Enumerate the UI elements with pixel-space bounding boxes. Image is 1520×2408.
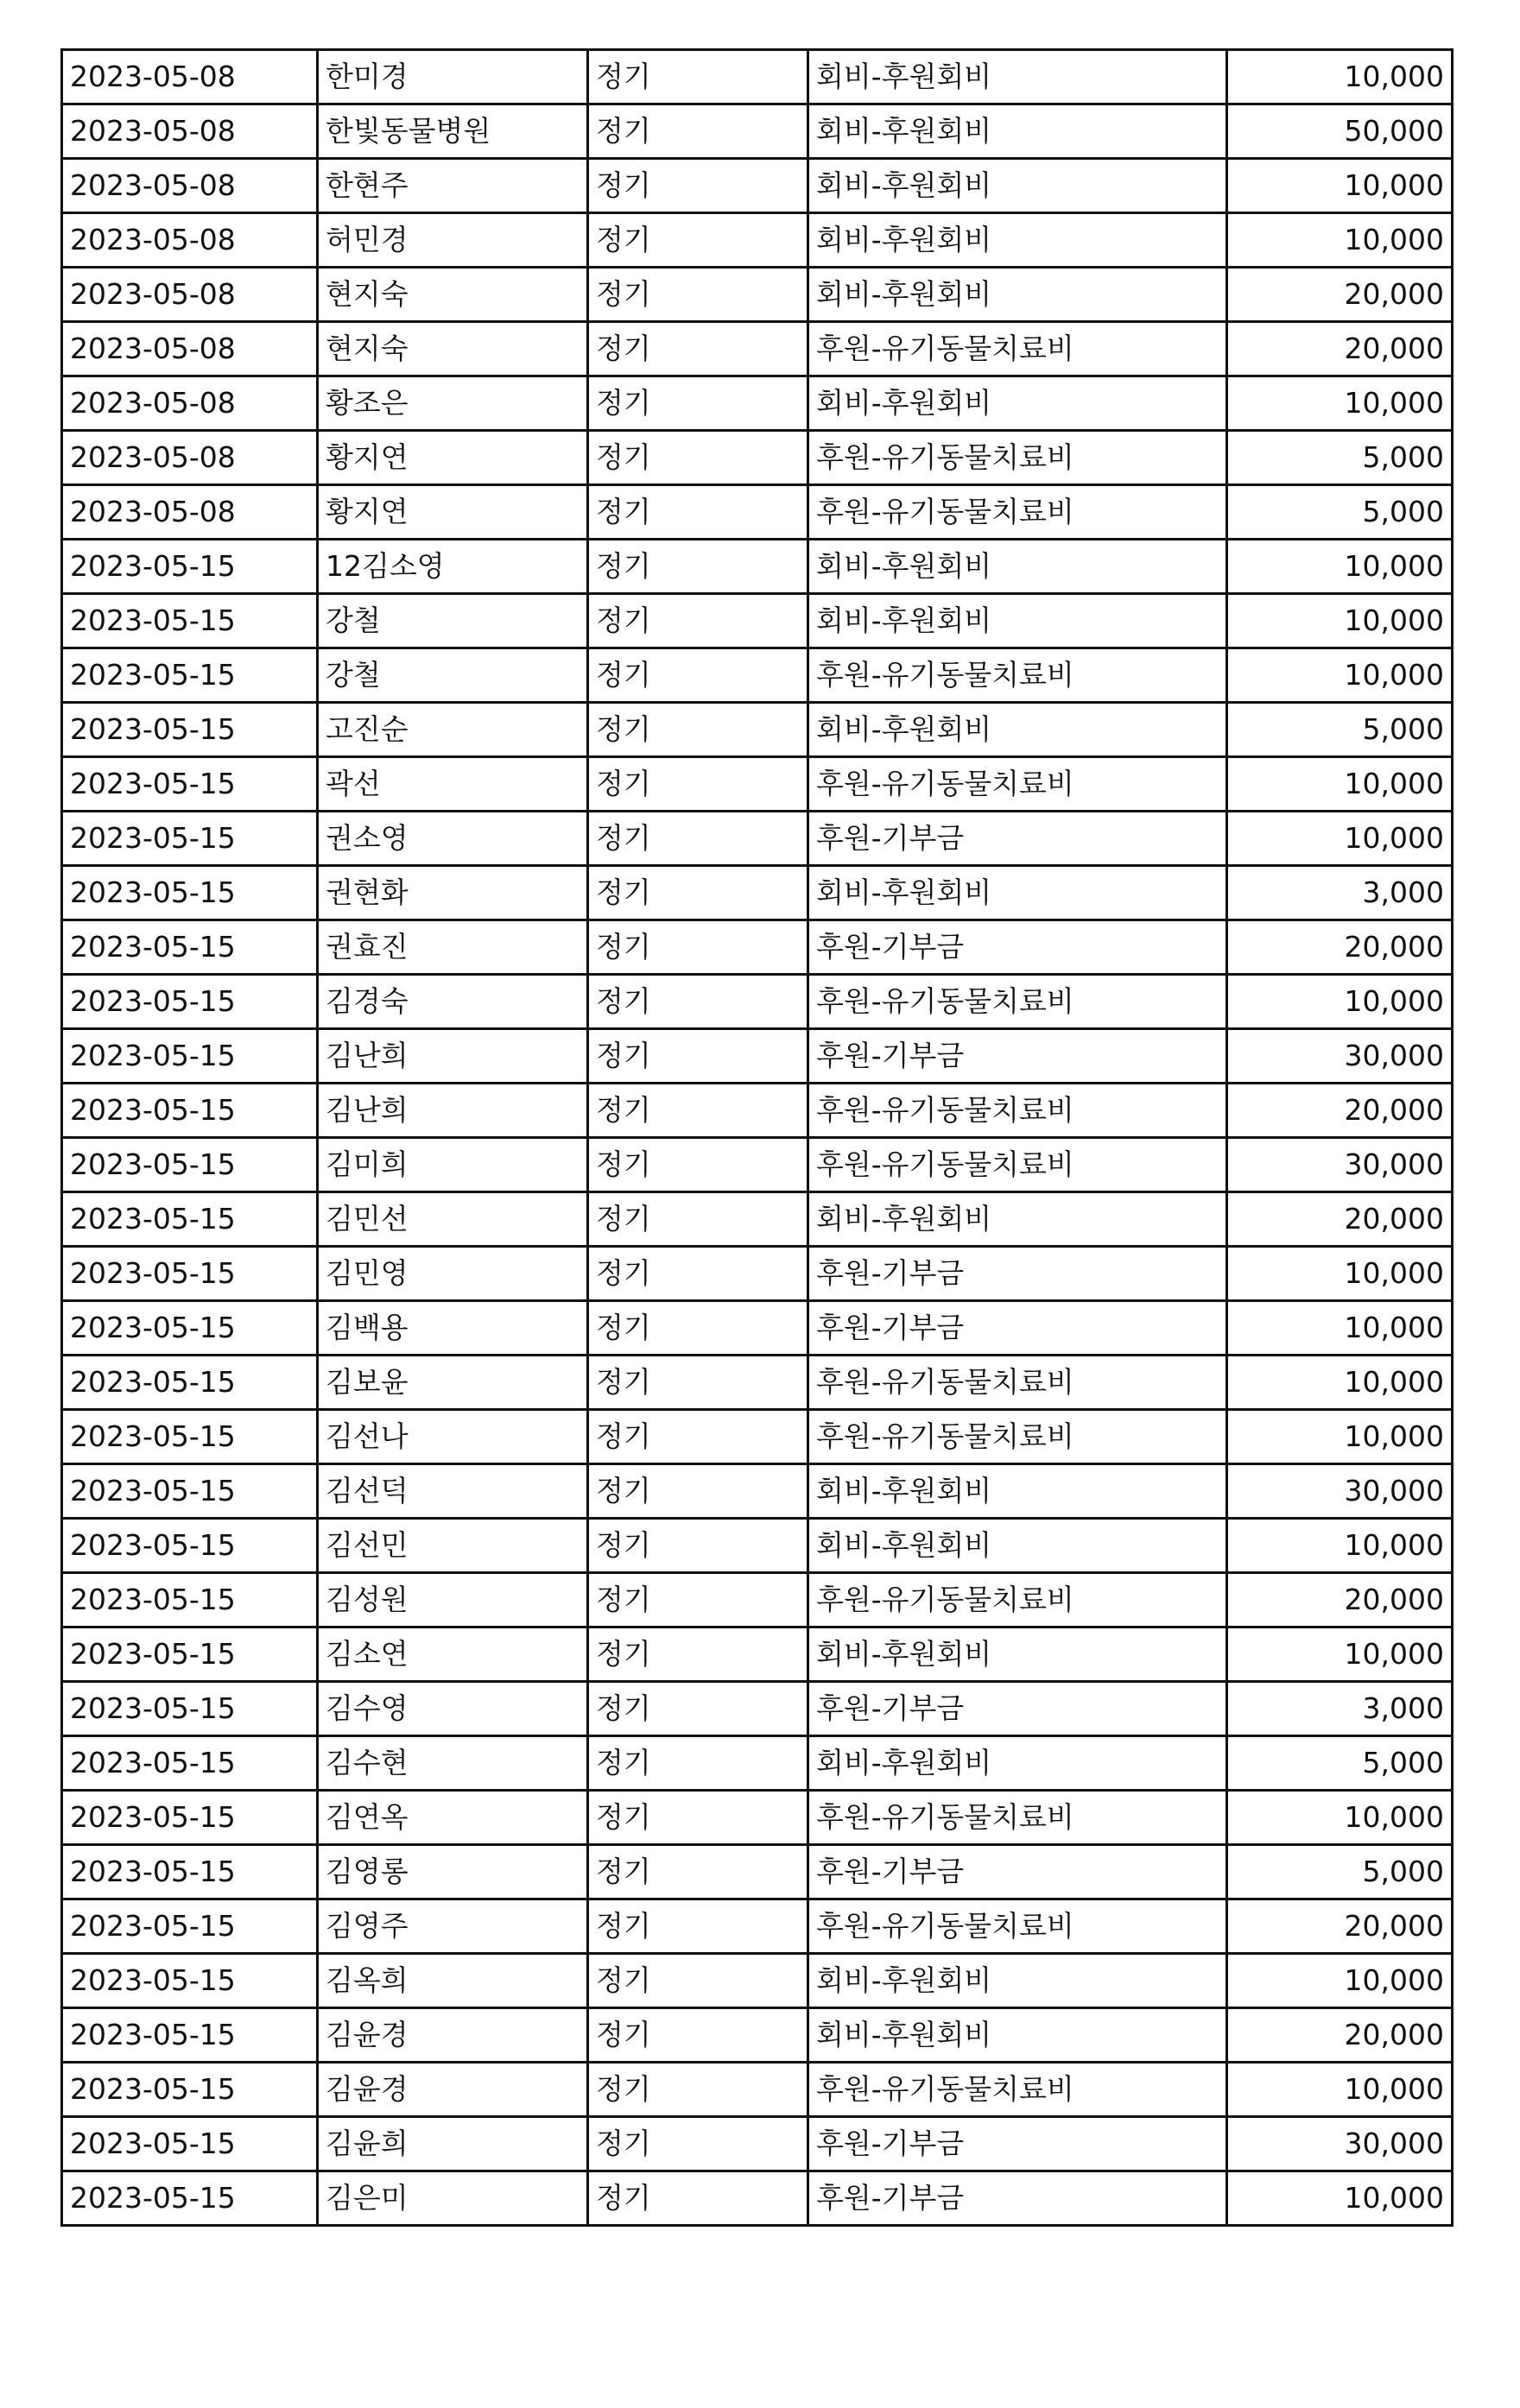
- table-row: [62, 159, 1453, 213]
- donor-name-cell: 김민선: [318, 1192, 588, 1247]
- category-cell: 회비-후원회비: [808, 268, 1227, 322]
- table-row: [62, 213, 1453, 268]
- amount-cell: 10,000: [1227, 812, 1453, 866]
- table-row: [62, 1356, 1453, 1410]
- donor-name-cell: 한현주: [318, 159, 588, 213]
- payment-type-cell: 정기: [588, 1791, 808, 1845]
- date-cell: 2023-05-15: [62, 2063, 318, 2117]
- category-cell: 후원-기부금: [808, 2171, 1227, 2226]
- amount-cell: 10,000: [1227, 2063, 1453, 2117]
- category-cell: 후원-유기동물치료비: [808, 485, 1227, 540]
- date-cell: 2023-05-15: [62, 866, 318, 920]
- payment-type-cell: 정기: [588, 1138, 808, 1192]
- date-cell: 2023-05-15: [62, 648, 318, 703]
- table-row: [62, 485, 1453, 540]
- date-cell: 2023-05-08: [62, 104, 318, 159]
- amount-cell: 10,000: [1227, 757, 1453, 812]
- payment-type-cell: 정기: [588, 2171, 808, 2226]
- date-cell: 2023-05-15: [62, 2008, 318, 2063]
- amount-cell: 5,000: [1227, 1736, 1453, 1791]
- date-cell: 2023-05-15: [62, 2117, 318, 2171]
- category-cell: 회비-후원회비: [808, 594, 1227, 648]
- amount-cell: 30,000: [1227, 1029, 1453, 1084]
- donor-name-cell: 황지연: [318, 431, 588, 485]
- payment-type-cell: 정기: [588, 485, 808, 540]
- amount-cell: 20,000: [1227, 268, 1453, 322]
- donor-name-cell: 강철: [318, 648, 588, 703]
- payment-type-cell: 정기: [588, 594, 808, 648]
- amount-cell: 10,000: [1227, 1247, 1453, 1301]
- payment-type-cell: 정기: [588, 2008, 808, 2063]
- date-cell: 2023-05-15: [62, 1682, 318, 1736]
- category-cell: 후원-기부금: [808, 1029, 1227, 1084]
- amount-cell: 10,000: [1227, 213, 1453, 268]
- amount-cell: 10,000: [1227, 159, 1453, 213]
- category-cell: 후원-유기동물치료비: [808, 1356, 1227, 1410]
- payment-type-cell: 정기: [588, 268, 808, 322]
- category-cell: 회비-후원회비: [808, 376, 1227, 431]
- date-cell: 2023-05-15: [62, 703, 318, 757]
- payment-type-cell: 정기: [588, 1519, 808, 1573]
- date-cell: 2023-05-15: [62, 920, 318, 975]
- table-row: [62, 1410, 1453, 1464]
- date-cell: 2023-05-08: [62, 376, 318, 431]
- payment-type-cell: 정기: [588, 104, 808, 159]
- category-cell: 회비-후원회비: [808, 1627, 1227, 1682]
- ledger-body: [62, 50, 1453, 2226]
- donor-name-cell: 김옥희: [318, 1954, 588, 2008]
- donor-name-cell: 김선나: [318, 1410, 588, 1464]
- table-row: [62, 1084, 1453, 1138]
- category-cell: 후원-기부금: [808, 920, 1227, 975]
- payment-type-cell: 정기: [588, 50, 808, 104]
- category-cell: 후원-기부금: [808, 1301, 1227, 1356]
- amount-cell: 30,000: [1227, 1464, 1453, 1519]
- table-row: [62, 1736, 1453, 1791]
- table-row: [62, 1192, 1453, 1247]
- category-cell: 후원-기부금: [808, 1682, 1227, 1736]
- amount-cell: 10,000: [1227, 648, 1453, 703]
- payment-type-cell: 정기: [588, 213, 808, 268]
- category-cell: 후원-유기동물치료비: [808, 322, 1227, 376]
- table-row: [62, 2008, 1453, 2063]
- amount-cell: 20,000: [1227, 2008, 1453, 2063]
- category-cell: 후원-유기동물치료비: [808, 1573, 1227, 1627]
- date-cell: 2023-05-08: [62, 485, 318, 540]
- category-cell: 후원-유기동물치료비: [808, 1138, 1227, 1192]
- date-cell: 2023-05-15: [62, 1084, 318, 1138]
- category-cell: 회비-후원회비: [808, 1954, 1227, 2008]
- payment-type-cell: 정기: [588, 540, 808, 594]
- amount-cell: 20,000: [1227, 1573, 1453, 1627]
- amount-cell: 10,000: [1227, 2171, 1453, 2226]
- amount-cell: 20,000: [1227, 1899, 1453, 1954]
- category-cell: 후원-유기동물치료비: [808, 975, 1227, 1029]
- date-cell: 2023-05-15: [62, 1464, 318, 1519]
- donor-name-cell: 권현화: [318, 866, 588, 920]
- donor-name-cell: 김보윤: [318, 1356, 588, 1410]
- date-cell: 2023-05-15: [62, 1247, 318, 1301]
- donation-ledger-table: [60, 48, 1454, 2227]
- category-cell: 후원-기부금: [808, 2117, 1227, 2171]
- table-row: [62, 50, 1453, 104]
- date-cell: 2023-05-15: [62, 1029, 318, 1084]
- amount-cell: 10,000: [1227, 975, 1453, 1029]
- payment-type-cell: 정기: [588, 1464, 808, 1519]
- donor-name-cell: 한미경: [318, 50, 588, 104]
- date-cell: 2023-05-15: [62, 2171, 318, 2226]
- donor-name-cell: 현지숙: [318, 322, 588, 376]
- date-cell: 2023-05-15: [62, 1736, 318, 1791]
- date-cell: 2023-05-15: [62, 975, 318, 1029]
- donor-name-cell: 고진순: [318, 703, 588, 757]
- date-cell: 2023-05-08: [62, 268, 318, 322]
- table-row: [62, 975, 1453, 1029]
- donor-name-cell: 허민경: [318, 213, 588, 268]
- payment-type-cell: 정기: [588, 159, 808, 213]
- table-row: [62, 812, 1453, 866]
- date-cell: 2023-05-15: [62, 1899, 318, 1954]
- amount-cell: 30,000: [1227, 2117, 1453, 2171]
- donor-name-cell: 김영주: [318, 1899, 588, 1954]
- table-row: [62, 594, 1453, 648]
- date-cell: 2023-05-15: [62, 1845, 318, 1899]
- table-row: [62, 703, 1453, 757]
- payment-type-cell: 정기: [588, 812, 808, 866]
- date-cell: 2023-05-08: [62, 322, 318, 376]
- category-cell: 후원-기부금: [808, 1845, 1227, 1899]
- payment-type-cell: 정기: [588, 1899, 808, 1954]
- donor-name-cell: 강철: [318, 594, 588, 648]
- amount-cell: 20,000: [1227, 920, 1453, 975]
- table-row: [62, 1247, 1453, 1301]
- table-row: [62, 540, 1453, 594]
- category-cell: 회비-후원회비: [808, 540, 1227, 594]
- date-cell: 2023-05-15: [62, 1627, 318, 1682]
- donor-name-cell: 권효진: [318, 920, 588, 975]
- payment-type-cell: 정기: [588, 648, 808, 703]
- payment-type-cell: 정기: [588, 757, 808, 812]
- payment-type-cell: 정기: [588, 1084, 808, 1138]
- donor-name-cell: 김은미: [318, 2171, 588, 2226]
- amount-cell: 50,000: [1227, 104, 1453, 159]
- amount-cell: 20,000: [1227, 322, 1453, 376]
- donor-name-cell: 황지연: [318, 485, 588, 540]
- payment-type-cell: 정기: [588, 1301, 808, 1356]
- payment-type-cell: 정기: [588, 2117, 808, 2171]
- table-row: [62, 322, 1453, 376]
- payment-type-cell: 정기: [588, 1356, 808, 1410]
- amount-cell: 10,000: [1227, 1301, 1453, 1356]
- table-row: [62, 268, 1453, 322]
- table-row: [62, 1464, 1453, 1519]
- payment-type-cell: 정기: [588, 975, 808, 1029]
- amount-cell: 10,000: [1227, 1627, 1453, 1682]
- payment-type-cell: 정기: [588, 376, 808, 431]
- amount-cell: 10,000: [1227, 1356, 1453, 1410]
- donor-name-cell: 김연옥: [318, 1791, 588, 1845]
- category-cell: 후원-유기동물치료비: [808, 2063, 1227, 2117]
- donor-name-cell: 한빛동물병원: [318, 104, 588, 159]
- donor-name-cell: 김선덕: [318, 1464, 588, 1519]
- category-cell: 회비-후원회비: [808, 2008, 1227, 2063]
- donor-name-cell: 김영롱: [318, 1845, 588, 1899]
- donor-name-cell: 김윤경: [318, 2063, 588, 2117]
- donor-name-cell: 김성원: [318, 1573, 588, 1627]
- donor-name-cell: 김윤경: [318, 2008, 588, 2063]
- donor-name-cell: 권소영: [318, 812, 588, 866]
- date-cell: 2023-05-15: [62, 594, 318, 648]
- table-row: [62, 1627, 1453, 1682]
- amount-cell: 20,000: [1227, 1192, 1453, 1247]
- category-cell: 회비-후원회비: [808, 213, 1227, 268]
- donor-name-cell: 황조은: [318, 376, 588, 431]
- amount-cell: 5,000: [1227, 703, 1453, 757]
- category-cell: 회비-후원회비: [808, 159, 1227, 213]
- payment-type-cell: 정기: [588, 1627, 808, 1682]
- donor-name-cell: 김수영: [318, 1682, 588, 1736]
- table-row: [62, 1791, 1453, 1845]
- date-cell: 2023-05-15: [62, 1519, 318, 1573]
- category-cell: 후원-유기동물치료비: [808, 1899, 1227, 1954]
- donor-name-cell: 김미희: [318, 1138, 588, 1192]
- date-cell: 2023-05-15: [62, 1356, 318, 1410]
- amount-cell: 5,000: [1227, 431, 1453, 485]
- donor-name-cell: 12김소영: [318, 540, 588, 594]
- donor-name-cell: 김민영: [318, 1247, 588, 1301]
- category-cell: 회비-후원회비: [808, 1736, 1227, 1791]
- date-cell: 2023-05-15: [62, 1138, 318, 1192]
- table-row: [62, 2117, 1453, 2171]
- payment-type-cell: 정기: [588, 1573, 808, 1627]
- table-row: [62, 1138, 1453, 1192]
- table-row: [62, 1845, 1453, 1899]
- table-row: [62, 866, 1453, 920]
- category-cell: 회비-후원회비: [808, 1192, 1227, 1247]
- donor-name-cell: 김윤희: [318, 2117, 588, 2171]
- category-cell: 후원-기부금: [808, 1247, 1227, 1301]
- payment-type-cell: 정기: [588, 1736, 808, 1791]
- payment-type-cell: 정기: [588, 431, 808, 485]
- table-row: [62, 648, 1453, 703]
- donor-name-cell: 곽선: [318, 757, 588, 812]
- date-cell: 2023-05-15: [62, 1192, 318, 1247]
- table-row: [62, 757, 1453, 812]
- category-cell: 회비-후원회비: [808, 1464, 1227, 1519]
- amount-cell: 10,000: [1227, 594, 1453, 648]
- category-cell: 회비-후원회비: [808, 703, 1227, 757]
- donor-name-cell: 김백용: [318, 1301, 588, 1356]
- date-cell: 2023-05-15: [62, 1573, 318, 1627]
- date-cell: 2023-05-08: [62, 213, 318, 268]
- date-cell: 2023-05-15: [62, 1410, 318, 1464]
- table-row: [62, 1682, 1453, 1736]
- date-cell: 2023-05-15: [62, 1301, 318, 1356]
- category-cell: 후원-기부금: [808, 812, 1227, 866]
- amount-cell: 5,000: [1227, 1845, 1453, 1899]
- payment-type-cell: 정기: [588, 866, 808, 920]
- table-row: [62, 1029, 1453, 1084]
- donor-name-cell: 김난희: [318, 1029, 588, 1084]
- table-row: [62, 1301, 1453, 1356]
- date-cell: 2023-05-15: [62, 540, 318, 594]
- donor-name-cell: 현지숙: [318, 268, 588, 322]
- amount-cell: 3,000: [1227, 1682, 1453, 1736]
- payment-type-cell: 정기: [588, 1845, 808, 1899]
- payment-type-cell: 정기: [588, 322, 808, 376]
- category-cell: 후원-유기동물치료비: [808, 648, 1227, 703]
- amount-cell: 10,000: [1227, 376, 1453, 431]
- date-cell: 2023-05-08: [62, 159, 318, 213]
- category-cell: 후원-유기동물치료비: [808, 431, 1227, 485]
- category-cell: 회비-후원회비: [808, 50, 1227, 104]
- category-cell: 후원-유기동물치료비: [808, 757, 1227, 812]
- category-cell: 회비-후원회비: [808, 1519, 1227, 1573]
- table-row: [62, 920, 1453, 975]
- table-row: [62, 376, 1453, 431]
- amount-cell: 20,000: [1227, 1084, 1453, 1138]
- date-cell: 2023-05-08: [62, 431, 318, 485]
- amount-cell: 3,000: [1227, 866, 1453, 920]
- date-cell: 2023-05-15: [62, 812, 318, 866]
- amount-cell: 30,000: [1227, 1138, 1453, 1192]
- date-cell: 2023-05-15: [62, 1791, 318, 1845]
- amount-cell: 10,000: [1227, 50, 1453, 104]
- amount-cell: 5,000: [1227, 485, 1453, 540]
- payment-type-cell: 정기: [588, 920, 808, 975]
- payment-type-cell: 정기: [588, 1029, 808, 1084]
- donor-name-cell: 김수현: [318, 1736, 588, 1791]
- category-cell: 후원-유기동물치료비: [808, 1084, 1227, 1138]
- date-cell: 2023-05-15: [62, 1954, 318, 2008]
- table-row: [62, 1899, 1453, 1954]
- category-cell: 회비-후원회비: [808, 104, 1227, 159]
- date-cell: 2023-05-08: [62, 50, 318, 104]
- category-cell: 후원-유기동물치료비: [808, 1791, 1227, 1845]
- amount-cell: 10,000: [1227, 1791, 1453, 1845]
- payment-type-cell: 정기: [588, 2063, 808, 2117]
- table-row: [62, 1519, 1453, 1573]
- payment-type-cell: 정기: [588, 703, 808, 757]
- amount-cell: 10,000: [1227, 1954, 1453, 2008]
- table-row: [62, 1954, 1453, 2008]
- payment-type-cell: 정기: [588, 1954, 808, 2008]
- payment-type-cell: 정기: [588, 1410, 808, 1464]
- category-cell: 후원-유기동물치료비: [808, 1410, 1227, 1464]
- payment-type-cell: 정기: [588, 1682, 808, 1736]
- payment-type-cell: 정기: [588, 1247, 808, 1301]
- donor-name-cell: 김난희: [318, 1084, 588, 1138]
- donor-name-cell: 김소연: [318, 1627, 588, 1682]
- date-cell: 2023-05-15: [62, 757, 318, 812]
- payment-type-cell: 정기: [588, 1192, 808, 1247]
- table-row: [62, 431, 1453, 485]
- category-cell: 회비-후원회비: [808, 866, 1227, 920]
- amount-cell: 10,000: [1227, 540, 1453, 594]
- table-row: [62, 2171, 1453, 2226]
- table-row: [62, 1573, 1453, 1627]
- donor-name-cell: 김선민: [318, 1519, 588, 1573]
- table-row: [62, 104, 1453, 159]
- table-row: [62, 2063, 1453, 2117]
- donor-name-cell: 김경숙: [318, 975, 588, 1029]
- amount-cell: 10,000: [1227, 1519, 1453, 1573]
- amount-cell: 10,000: [1227, 1410, 1453, 1464]
